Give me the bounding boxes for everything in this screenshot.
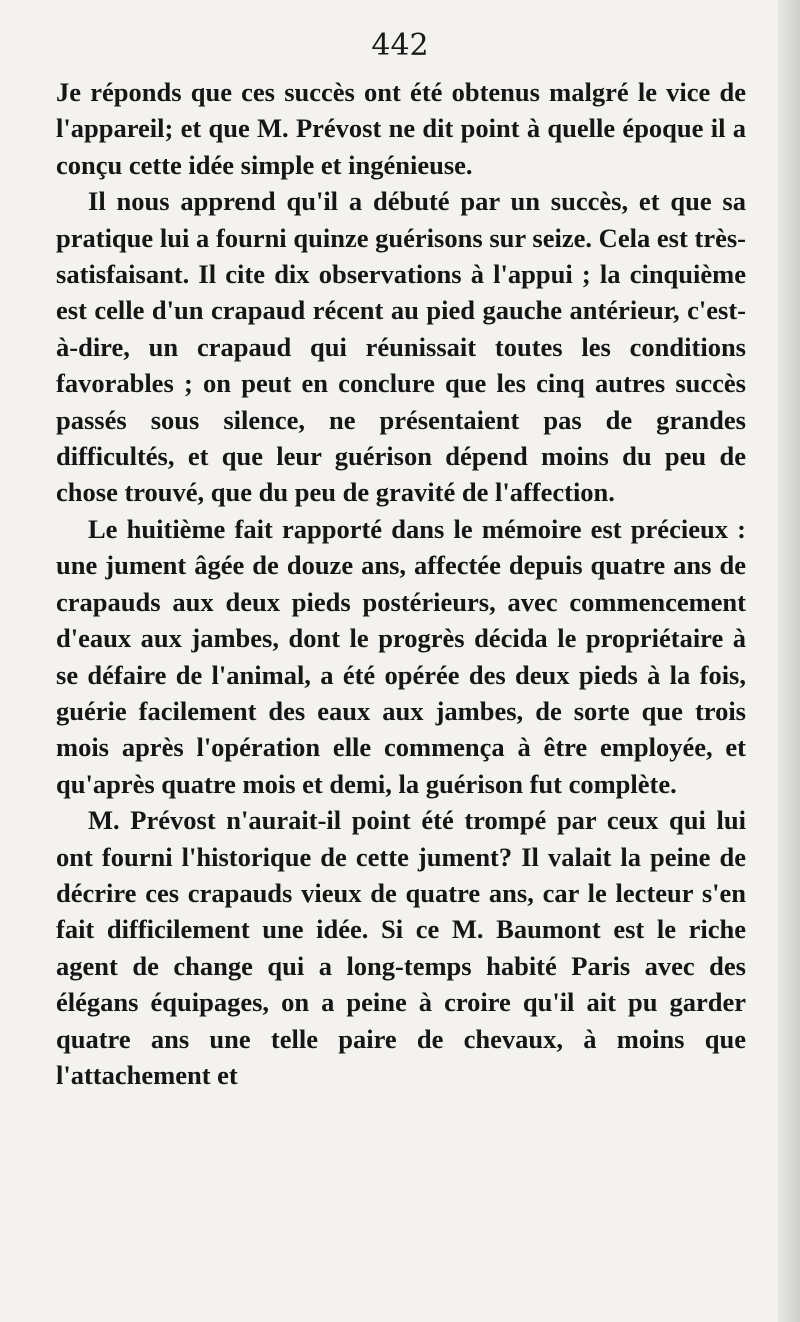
paragraph-3: Le huitième fait rapporté dans le mémoire est précieux : une jument âgée de douze ans, affectée depuis quatre ans de crapauds aux deux pieds postérieurs, avec commencement d'eaux aux jambes, dont le progrès décida le propriétaire à se défaire de l'animal, a été opérée des deux pieds à la fois, guérie facilement des eaux aux jambes, de sorte que trois mois après l'opération elle commença à être employée, et qu'après quatre mois et demi, la guérison fut complète. — [56, 513, 746, 799]
paragraph-2: Il nous apprend qu'il a débuté par un succès, et que sa pratique lui a fourni quinze guérisons sur seize. Cela est très-satisfaisant. Il cite dix observations à l'appui ; la cinquième est celle d'un crapaud récent au pied gauche antérieur, c'est-à-dire, un crapaud qui réunissait toutes les conditions favorables ; on peut en conclure que les cinq autres succès passés sous silence, ne présentaient pas de grandes difficultés, et que leur guérison dépend moins du peu de chose trouvé, que du peu de gravité de l'affection. — [56, 186, 746, 508]
paragraph-1: Je réponds que ces succès ont été obtenus malgré le vice de l'appareil; et que M. Prévost ne dit point à quelle époque il a conçu cette idée simple et ingénieuse. — [56, 77, 746, 180]
page-number: 442 — [371, 28, 429, 63]
page-text — [56, 74, 746, 1093]
page-edge — [778, 0, 800, 1322]
paragraph-4: M. Prévost n'aurait-il point été trompé par ceux qui lui ont fourni l'historique de cette jument? Il valait la peine de décrire ces crapauds vieux de quatre ans, car le lecteur s'en fait difficilement une idée. Si ce M. Baumont est le riche agent de change qui a long-temps habité Paris avec des élégans équipages, on a peine à croire qu'il ait pu garder quatre ans une telle paire de chevaux, à moins que l'attachement et — [56, 805, 746, 1090]
